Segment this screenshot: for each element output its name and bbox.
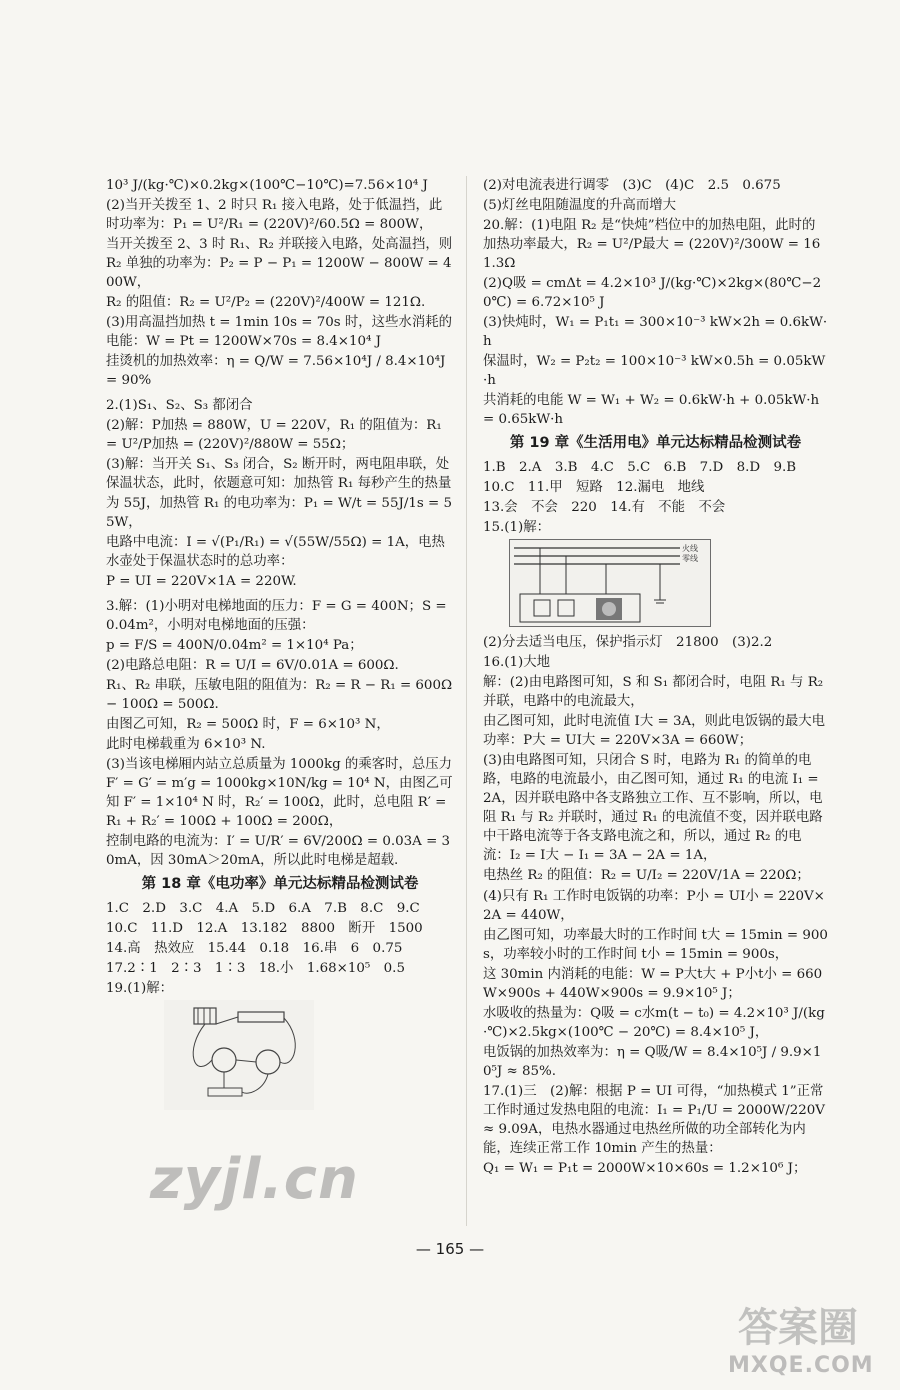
right-column (483, 176, 828, 1179)
section-title: 第 19 章《生活用电》单元达标精品检测试卷 (509, 435, 802, 452)
text-line: 17.(1)三 (2)解：根据 P = UI 可得，“加热模式 1”正常工作时通过发热电阻的电流：I₁ = P₁/U = 2000W/220V ≈ 9.09A，电热水器通过电热丝所做的功全部转化为内能，连续正常工作 10min 产生的热量： (483, 1083, 825, 1156)
text-line: (2)Q吸 = cmΔt = 4.2×10³ J/(kg·℃)×2kg×(80℃−20℃) = 6.72×10⁵ J (483, 276, 822, 311)
left-column (106, 176, 454, 1116)
text-line: (2)解：P加热 = 880W，U = 220V，R₁ 的阻值为：R₁ = U²/P加热 = (220V)²/880W = 55Ω； (106, 418, 442, 453)
text-line: 解：(2)由电路图可知，S 和 S₁ 都闭合时，电阻 R₁ 与 R₂ 并联，电路中的电流最大， (483, 675, 824, 710)
text-line: 20.解：(1)电阻 R₂ 是“快炖”档位中的加热电阻，此时的加热功率最大，R₂ = U²/P最大 = (220V)²/300W = 161.3Ω (483, 218, 821, 272)
watermark: zyjl.cn (150, 1147, 359, 1212)
text-line: (2)对电流表进行调零 (3)C (4)C 2.5 0.675 (483, 178, 781, 193)
answer-line: 10.C 11.甲 短路 12.漏电 地线 (483, 480, 705, 496)
text-line: 共消耗的电能 W = W₁ + W₂ = 0.6kW·h + 0.05kW·h = 0.65kW·h (483, 393, 820, 428)
text-line: p = F/S = 400N/0.04m² = 1×10⁴ Pa； (106, 637, 363, 653)
text-line: (3)当该电梯厢内站立总质量为 1000kg 的乘客时，总压力 F′ = G′ = m′g = 1000kg×10N/kg = 10⁴ N，由图乙可知 F′ = 1×10⁴ N 时，R₂′ = 100Ω，此时，总电阻 R′ = R₁ + R₂′ = 100Ω + 100Ω = 200Ω， (106, 756, 453, 829)
text-line: R₁、R₂ 串联，压敏电阻的阻值为：R₂ = R − R₁ = 600Ω − 100Ω = 500Ω. (106, 677, 453, 712)
text-line: 电路中电流：I = √(P₁/R₁) = √(55W/55Ω) = 1A，电热水壶处于保温状态时的总功率： (106, 534, 445, 569)
text-line: 保温时，W₂ = P₂t₂ = 100×10⁻³ kW×0.5h = 0.05kW·h (483, 354, 826, 389)
text-line: (3)由电路图可知，只闭合 S 时，电路为 R₁ 的简单的电路，电路的电流最小，由乙图可知，通过 R₁ 的电流 I₁ = 2A，因并联电路中各支路独立工作、互不影响，所以，电阻 R₁ 与 R₂ 并联时，通过 R₁ 的电流值不变，因并联电路中干路电流等于各支路电流之和，所以，通过 R₂ 的电流：I₂ = I大 − I₁ = 3A − 2A = 1A， (483, 753, 823, 864)
answer-line: 14.高 热效应 15.44 0.18 16.串 6 0.75 (106, 940, 403, 956)
circuit-figure-19 (164, 1000, 314, 1110)
answer-line: 13.会 不会 220 14.有 不能 不会 (483, 500, 726, 516)
page-number: — 165 — (415, 1240, 485, 1258)
text-line: 水吸收的热量为：Q吸 = c水m(t − t₀) = 4.2×10³ J/(kg·℃)×2.5kg×(100℃ − 20℃) = 8.4×10⁵ J， (483, 1005, 825, 1040)
text-line: (2)当开关拨至 1、2 时只 R₁ 接入电路，处于低温挡，此时功率为：P₁ = U²/R₁ = (220V)²/60.5Ω = 800W， (106, 198, 443, 233)
text-line: 控制电路的电流为：I′ = U/R′ = 6V/200Ω = 0.03A = 30mA，因 30mA＞20mA，所以此时电梯是超载. (106, 834, 451, 869)
text-line: (3)解：当开关 S₁、S₃ 闭合，S₂ 断开时，两电阻串联，处保温状态，此时，依题意可知：加热管 R₁ 每秒产生的热量为 55J，加热管 R₁ 的电功率为：P₁ = W/t = 55J/1s = 55W， (106, 457, 452, 530)
text-line: Q₁ = W₁ = P₁t = 2000W×10×60s = 1.2×10⁶ J； (483, 1160, 807, 1176)
text-line: (5)灯丝电阻随温度的升高而增大 (483, 198, 677, 214)
text-line: (2)分去适当电压，保护指示灯 21800 (3)2.2 (483, 635, 773, 651)
answer-line: 1.B 2.A 3.B 4.C 5.C 6.B 7.D 8.D 9.B (483, 459, 797, 475)
text-line: 电饭锅的加热效率为：η = Q吸/W = 8.4×10⁵J / 9.9×10⁵J ≈ 85%. (483, 1044, 822, 1079)
answer-line: 1.C 2.D 3.C 4.A 5.D 6.A 7.B 8.C 9.C (106, 900, 420, 916)
live-wire-label: 火线 (682, 544, 698, 554)
answer-line: 15.(1)解： (483, 520, 551, 536)
wiring-figure-15 (509, 539, 711, 627)
text-line: 这 30min 内消耗的电能：W = P大t大 + P小t小 = 660W×900s + 440W×900s = 9.9×10⁵ J； (483, 966, 823, 1001)
text-line: R₂ 的阻值：R₂ = U²/P₂ = (220V)²/400W = 121Ω. (106, 295, 426, 311)
text-line: 此时电梯载重为 6×10³ N. (106, 736, 266, 752)
text-line: 3.解：(1)小明对电梯地面的压力：F = G = 400N；S = 0.04m²，小明对电梯地面的压强： (106, 598, 447, 633)
column-divider (466, 176, 467, 1226)
logo-text-top: 答案圈 (738, 1305, 858, 1351)
answer-line: 10.C 11.D 12.A 13.182 8800 断开 1500 (106, 920, 423, 936)
text-line: 由图乙可知，R₂ = 500Ω 时，F = 6×10³ N， (106, 716, 390, 732)
text-line: (2)电路总电阻：R = U/I = 6V/0.01A = 600Ω. (106, 657, 399, 673)
text-line: 挂烫机的加热效率：η = Q/W = 7.56×10⁴J / 8.4×10⁴J = 90% (106, 354, 446, 389)
text-line: 10³ J/(kg·℃)×0.2kg×(100℃−10℃)=7.56×10⁴ J (106, 178, 428, 193)
answer-line: 17.2∶1 2∶3 1∶3 18.小 1.68×10⁵ 0.5 (106, 960, 405, 976)
text-line: 2.(1)S₁、S₂、S₃ 都闭合 (106, 398, 253, 414)
neutral-wire-label: 零线 (682, 554, 698, 564)
text-line: 电热丝 R₂ 的阻值：R₂ = U/I₂ = 220V/1A = 220Ω； (483, 868, 810, 884)
text-line: 由乙图可知，功率最大时的工作时间 t大 = 15min = 900s，功率较小时的工作时间 t小 = 15min = 900s， (483, 927, 828, 962)
logo-text-bottom: MXQE.COM (728, 1353, 874, 1378)
text-line: 16.(1)大地 (483, 655, 551, 671)
text-line: 由乙图可知，此时电流值 I大 = 3A，则此电饭锅的最大电功率：P大 = UI大 = 220V×3A = 660W； (483, 714, 826, 749)
text-line: P = UI = 220V×1A = 220W. (106, 573, 297, 589)
text-line: (3)用高温挡加热 t = 1min 10s = 70s 时，这些水消耗的电能：W = Pt = 1200W×70s = 8.4×10⁴ J (106, 315, 452, 350)
answer-line: 19.(1)解： (106, 980, 174, 996)
text-line: 当开关拨至 2、3 时 R₁、R₂ 并联接入电路，处高温挡，则 R₂ 单独的功率为：P₂ = P − P₁ = 1200W − 800W = 400W， (106, 237, 453, 291)
text-line: (3)快炖时，W₁ = P₁t₁ = 300×10⁻³ kW×2h = 0.6kW·h (483, 315, 828, 350)
section-title: 第 18 章《电功率》单元达标精品检测试卷 (141, 876, 419, 893)
text-line: (4)只有 R₁ 工作时电饭锅的功率：P小 = UI小 = 220V×2A = 440W， (483, 888, 825, 923)
corner-logo (718, 1300, 894, 1382)
